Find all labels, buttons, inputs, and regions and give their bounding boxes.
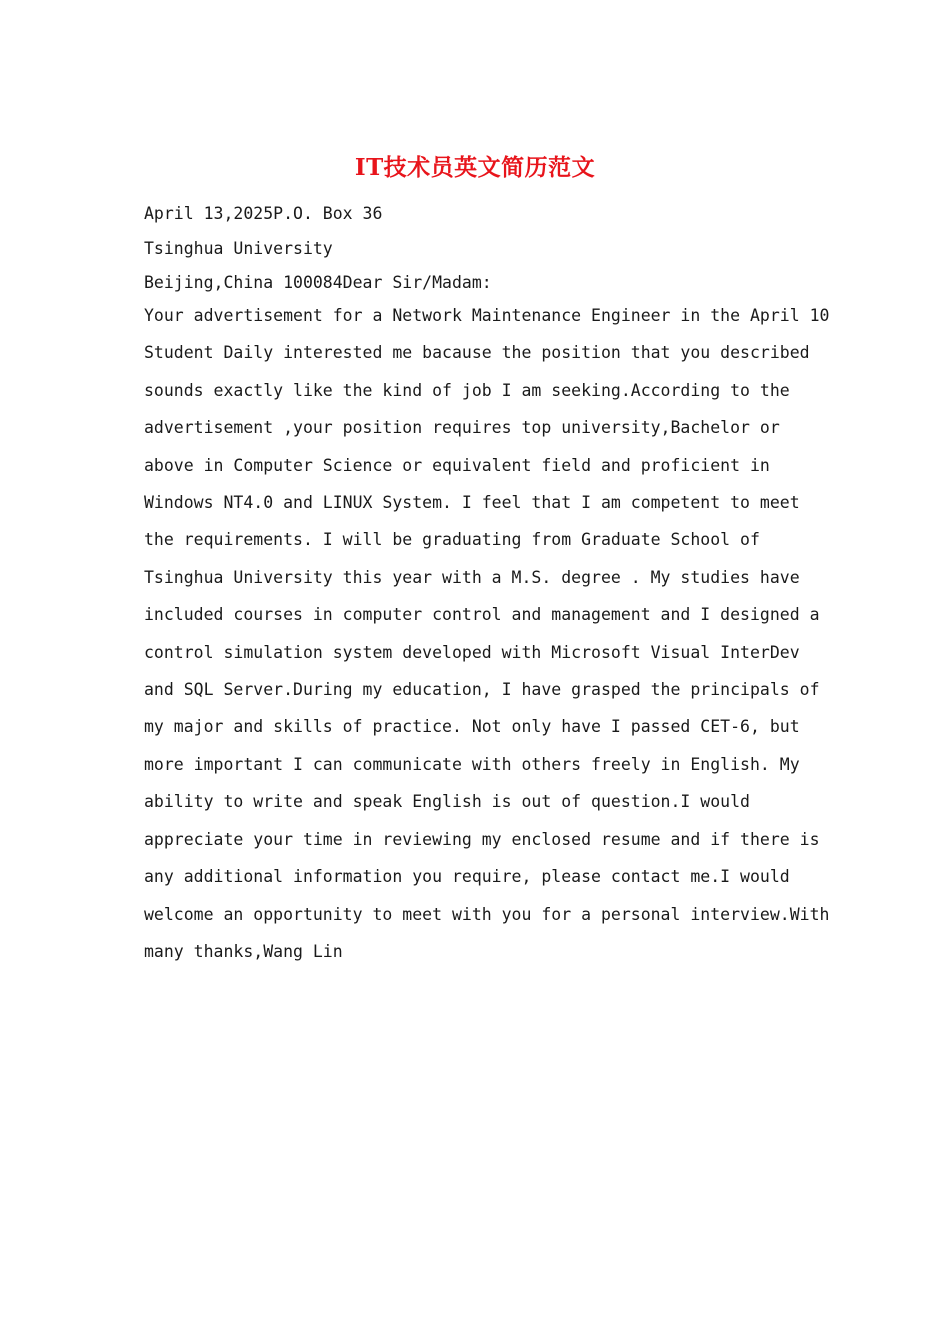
body-line: Student Daily interested me bacause the position that you described — [144, 343, 810, 363]
body-line: Tsinghua University this year with a M.S. degree . My studies have — [144, 567, 800, 587]
letter-body — [144, 297, 830, 970]
body-line: welcome an opportunity to meet with you for a personal interview.With — [144, 904, 830, 924]
document-title: IT技术员英文简历范文 — [354, 154, 596, 181]
letter-header — [144, 197, 824, 301]
body-line: appreciate your time in reviewing my enclosed resume and if there is — [144, 829, 820, 849]
body-line: included courses in computer control and management and I designed a — [144, 605, 820, 625]
body-line: above in Computer Science or equivalent field and proficient in — [144, 455, 770, 475]
body-line: advertisement ,your position requires top university,Bachelor or — [144, 418, 780, 438]
body-line: control simulation system developed with Microsoft Visual InterDev — [144, 642, 800, 662]
body-line: the requirements. I will be graduating from Graduate School of — [144, 530, 760, 550]
body-line: sounds exactly like the kind of job I am seeking.According to the — [144, 380, 790, 400]
body-line: Windows NT4.0 and LINUX System. I feel that I am competent to meet — [144, 493, 800, 513]
city-salutation-line: Beijing,China 100084Dear Sir/Madam: — [144, 273, 492, 292]
body-line: my major and skills of practice. Not only have I passed CET-6, but — [144, 717, 800, 737]
signature-line: many thanks,Wang Lin — [144, 941, 343, 961]
date-address-line: April 13,2025P.O. Box 36 — [144, 204, 383, 223]
body-line: and SQL Server.During my education, I have grasped the principals of — [144, 680, 820, 700]
university-line: Tsinghua University — [144, 238, 333, 258]
body-line: Your advertisement for a Network Maintenance Engineer in the April 10 — [144, 306, 830, 325]
body-line: ability to write and speak English is out of question.I would — [144, 792, 750, 812]
body-line: any additional information you require, please contact me.I would — [144, 867, 790, 887]
body-line: more important I can communicate with others freely in English. My — [144, 754, 800, 774]
